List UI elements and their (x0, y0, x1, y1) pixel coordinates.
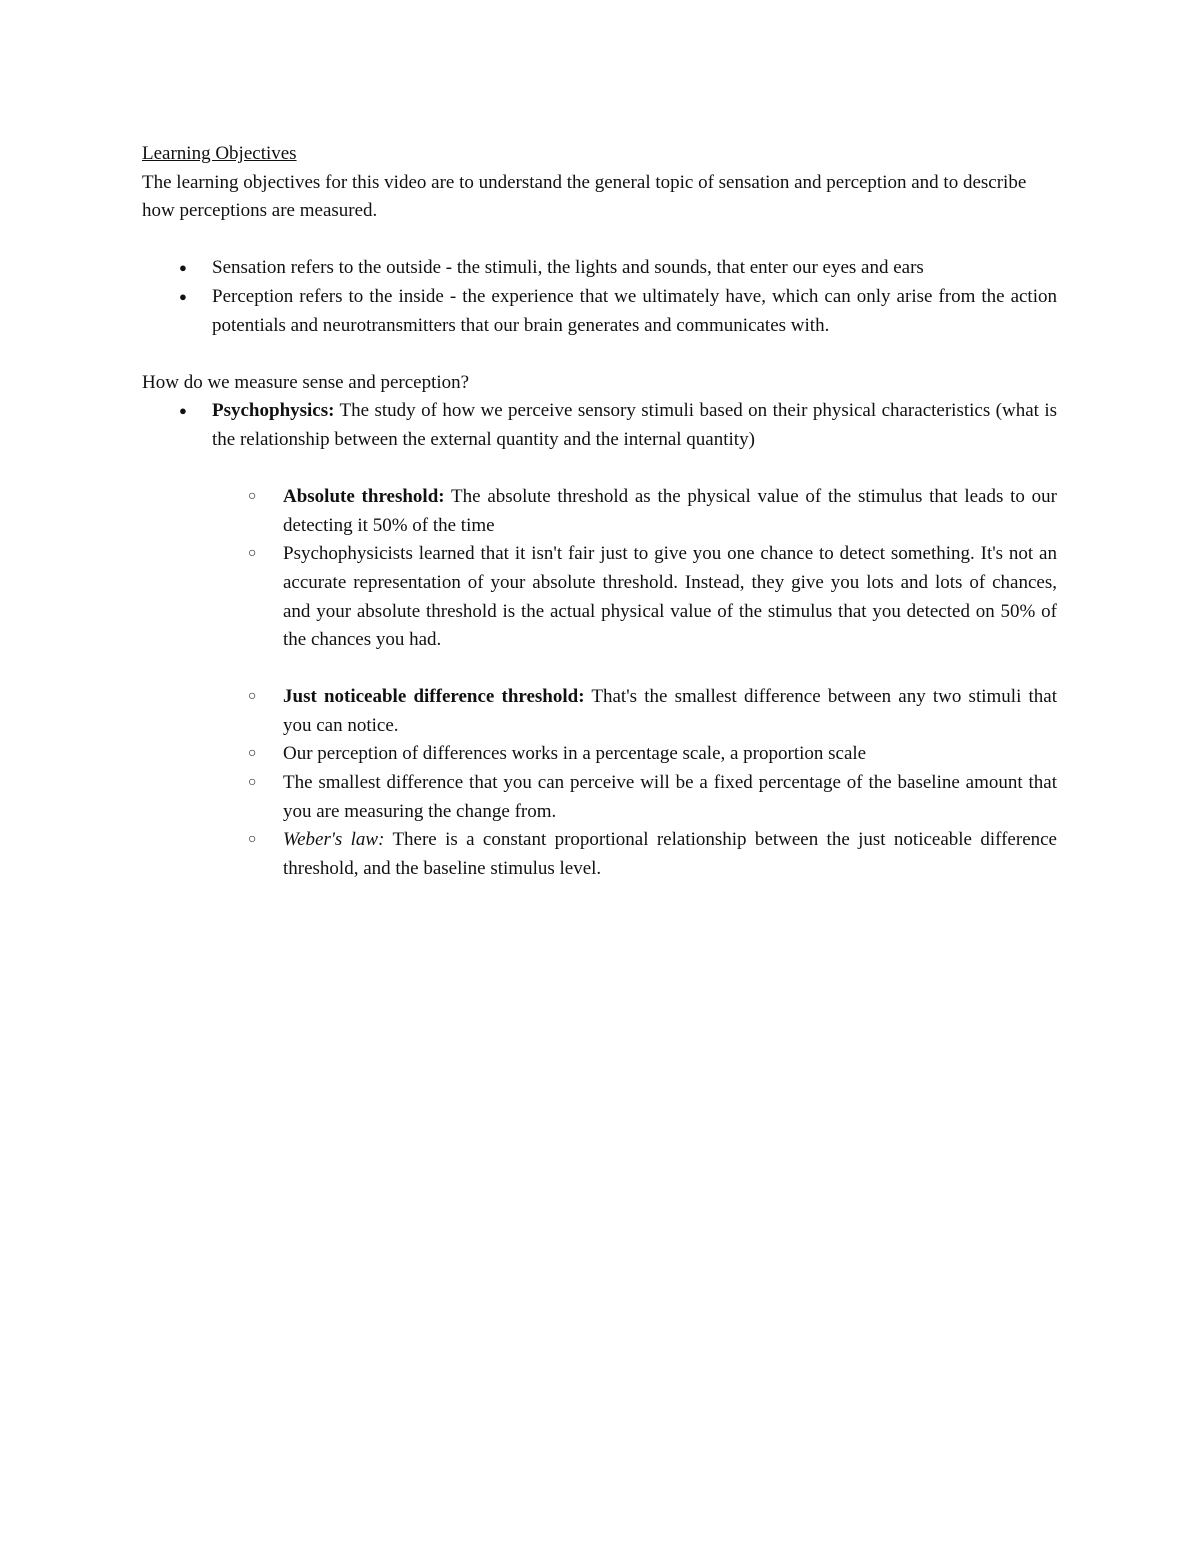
weber-text: There is a constant proportional relationship between the just noticeable difference threshold, and the baseline stimulus level. (283, 829, 1057, 879)
circle-bullet-icon: ○ (248, 546, 257, 562)
list-item (142, 483, 1057, 540)
bullet-icon: ● (179, 260, 187, 276)
list-item (142, 769, 1057, 826)
spacer (142, 340, 1057, 369)
circle-bullet-icon: ○ (248, 775, 257, 791)
jnd-text: That's the smallest difference between any two stimuli that you can notice. (283, 686, 1058, 736)
absolute-note: Psychophysicists learned that it isn't fair just to give you one chance to detect something. It's not an accurate representation of your absolute threshold. Instead, they give you lots and lots of chances, and your absolute threshold is the actual physical value of the stimulus that you detected on 50% of the chances you had. (283, 543, 1057, 651)
list-item (142, 826, 1057, 883)
list-item (142, 540, 1057, 654)
absolute-text: The absolute threshold as the physical value of the stimulus that leads to our detecting it 50% of the time (283, 486, 1058, 536)
list-item (142, 683, 1057, 740)
circle-bullet-icon: ○ (248, 689, 257, 705)
list-item (142, 254, 1057, 283)
document-page (142, 140, 1057, 883)
circle-bullet-icon: ○ (248, 832, 257, 848)
measurement-list (142, 397, 1057, 454)
jnd-list (142, 683, 1057, 883)
bullet-icon: ● (179, 288, 187, 304)
section-heading: Learning Objectives (142, 143, 297, 164)
intro-paragraph: The learning objectives for this video are to understand the general topic of sensation and perception and to describe how perceptions are measured. (142, 171, 1027, 222)
objective-text: Perception refers to the inside - the experience that we ultimately have, which can only arise from the action potentials and neurotransmitters that our brain generates and communicates with. (212, 285, 1057, 336)
circle-bullet-icon: ○ (248, 489, 257, 505)
weber-term: Weber's law: (283, 829, 385, 851)
jnd-note-2: The smallest difference that you can perceive will be a fixed percentage of the baseline amount that you are measuring the change from. (283, 772, 1057, 822)
list-item (142, 283, 1057, 340)
list-item (142, 740, 1057, 769)
objective-text: Sensation refers to the outside - the stimuli, the lights and sounds, that enter our eyes and ears (212, 257, 924, 279)
psychophysics-text: The study of how we perceive sensory stimuli based on their physical characteristics (what is the relationship between the external quantity and the internal quantity) (212, 400, 1057, 450)
spacer (142, 455, 1057, 484)
list-item (142, 397, 1057, 454)
question-text: How do we measure sense and perception? (142, 371, 470, 393)
objectives-list (142, 254, 1057, 340)
jnd-term: Just noticeable difference threshold: (283, 686, 585, 708)
jnd-note-1: Our perception of differences works in a percentage scale, a proportion scale (283, 743, 867, 765)
spacer (142, 655, 1057, 684)
circle-bullet-icon: ○ (248, 746, 257, 762)
absolute-term: Absolute threshold: (283, 486, 445, 508)
bullet-icon: ● (179, 403, 187, 419)
threshold-list (142, 483, 1057, 655)
spacer (142, 226, 1057, 255)
psychophysics-term: Psychophysics: (212, 400, 335, 422)
